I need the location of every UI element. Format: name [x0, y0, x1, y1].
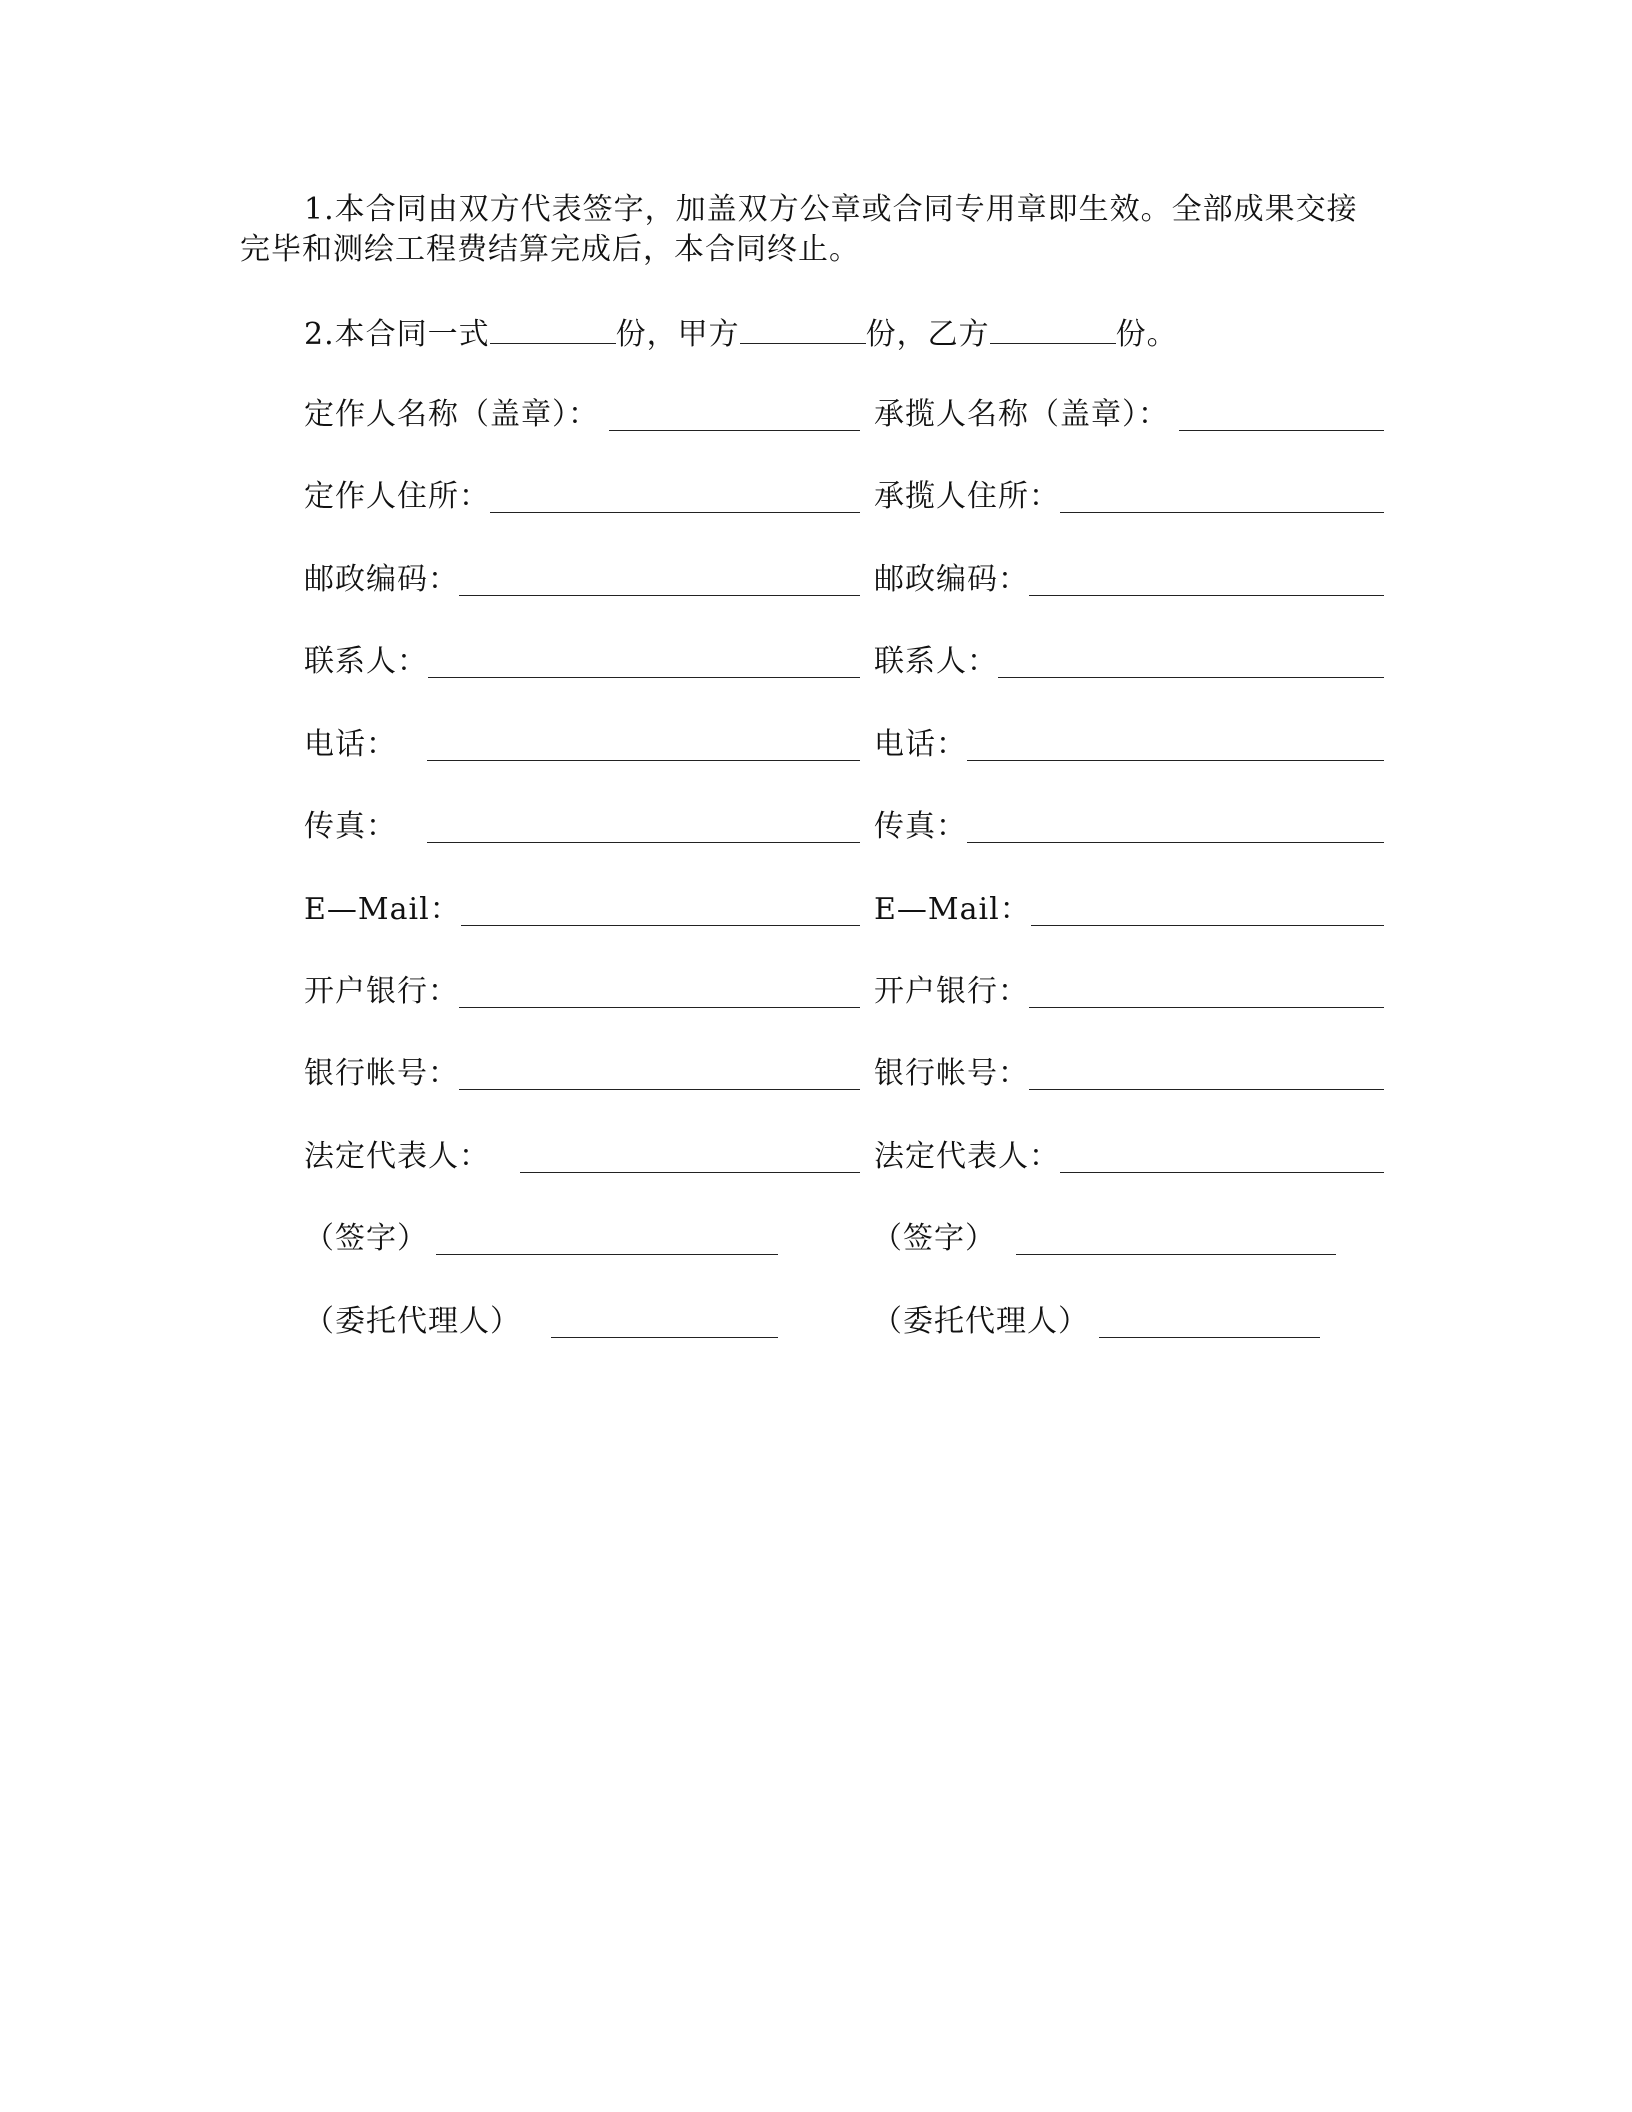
client-signature-field — [304, 1219, 778, 1259]
client-agent-label: （委托代理人） — [304, 1304, 521, 1339]
contractor-address-blank[interactable] — [1060, 511, 1384, 513]
total-copies-blank[interactable] — [490, 313, 616, 344]
client-phone-label: 电话： — [304, 727, 397, 762]
client-fax-label: 传真： — [304, 809, 397, 844]
contractor-signature-field — [872, 1219, 1336, 1259]
contractor-account-field — [874, 1054, 1384, 1094]
contractor-bank-label: 开户银行： — [874, 974, 1029, 1009]
contractor-signature-label: （签字） — [872, 1221, 996, 1256]
client-fax-field — [304, 807, 860, 847]
client-contact-field — [304, 642, 860, 682]
client-postcode-label: 邮政编码： — [304, 562, 459, 597]
party-b-copies-blank[interactable] — [990, 313, 1116, 344]
client-phone-field — [304, 725, 860, 765]
client-fax-blank[interactable] — [427, 841, 860, 843]
contractor-legal-rep-field — [874, 1137, 1384, 1177]
contractor-name-label: 承揽人名称（盖章）： — [874, 397, 1169, 432]
contractor-postcode-field — [874, 560, 1384, 600]
client-name-label: 定作人名称（盖章）： — [304, 397, 599, 432]
contractor-phone-field — [874, 725, 1384, 765]
contractor-address-field — [874, 477, 1384, 517]
client-email-label: E—Mail： — [304, 892, 461, 927]
client-name-field — [304, 395, 860, 435]
contractor-name-field — [874, 395, 1384, 435]
contractor-postcode-label: 邮政编码： — [874, 562, 1029, 597]
client-contact-blank[interactable] — [428, 676, 860, 678]
contractor-account-blank[interactable] — [1029, 1088, 1384, 1090]
contractor-phone-blank[interactable] — [967, 759, 1384, 761]
client-address-label: 定作人住所： — [304, 479, 490, 514]
client-bank-blank[interactable] — [459, 1006, 860, 1008]
client-account-blank[interactable] — [459, 1088, 860, 1090]
contractor-contact-field — [874, 642, 1384, 682]
contractor-email-label: E—Mail： — [874, 892, 1031, 927]
contractor-agent-field — [872, 1302, 1320, 1342]
contractor-fax-blank[interactable] — [967, 841, 1384, 843]
client-signature-label: （签字） — [304, 1221, 428, 1256]
client-email-blank[interactable] — [461, 924, 860, 926]
client-bank-field — [304, 972, 860, 1012]
client-legal-rep-label: 法定代表人： — [304, 1139, 490, 1174]
contractor-name-blank[interactable] — [1179, 429, 1384, 431]
client-phone-blank[interactable] — [427, 759, 860, 761]
contractor-agent-blank[interactable] — [1099, 1336, 1320, 1338]
client-account-label: 银行帐号： — [304, 1056, 459, 1091]
clause-2-text-c: 份，乙方 — [865, 317, 990, 352]
client-agent-field — [304, 1302, 778, 1342]
client-agent-blank[interactable] — [551, 1336, 778, 1338]
contractor-legal-rep-blank[interactable] — [1060, 1171, 1384, 1173]
contractor-fax-field — [874, 807, 1384, 847]
client-bank-label: 开户银行： — [304, 974, 459, 1009]
clause-2-paragraph — [304, 313, 1444, 355]
client-account-field — [304, 1054, 860, 1094]
client-email-field — [304, 890, 860, 930]
client-name-blank[interactable] — [609, 429, 860, 431]
contractor-phone-label: 电话： — [874, 727, 967, 762]
contractor-fax-label: 传真： — [874, 809, 967, 844]
contractor-email-blank[interactable] — [1031, 924, 1384, 926]
clause-1-paragraph: 1.本合同由双方代表签字，加盖双方公章或合同专用章即生效。全部成果交接完毕和测绘工程费结算完成后，本合同终止。 — [240, 192, 1358, 267]
contractor-legal-rep-label: 法定代表人： — [874, 1139, 1060, 1174]
client-address-blank[interactable] — [490, 511, 860, 513]
client-postcode-blank[interactable] — [459, 594, 860, 596]
clause-2-text-a: 2.本合同一式 — [304, 317, 490, 352]
contractor-bank-blank[interactable] — [1029, 1006, 1384, 1008]
contractor-postcode-blank[interactable] — [1029, 594, 1384, 596]
clause-2-text-d: 份。 — [1115, 317, 1178, 352]
clause-2-text-b: 份，甲方 — [615, 317, 740, 352]
contractor-contact-label: 联系人： — [874, 644, 998, 679]
client-legal-rep-blank[interactable] — [520, 1171, 860, 1173]
contractor-bank-field — [874, 972, 1384, 1012]
client-postcode-field — [304, 560, 860, 600]
client-address-field — [304, 477, 860, 517]
contractor-address-label: 承揽人住所： — [874, 479, 1060, 514]
client-legal-rep-field — [304, 1137, 860, 1177]
contractor-signature-blank[interactable] — [1016, 1253, 1336, 1255]
client-contact-label: 联系人： — [304, 644, 428, 679]
contractor-email-field — [874, 890, 1384, 930]
contractor-contact-blank[interactable] — [998, 676, 1384, 678]
contractor-account-label: 银行帐号： — [874, 1056, 1029, 1091]
party-a-copies-blank[interactable] — [740, 313, 866, 344]
client-signature-blank[interactable] — [436, 1253, 778, 1255]
contractor-agent-label: （委托代理人） — [872, 1304, 1089, 1339]
